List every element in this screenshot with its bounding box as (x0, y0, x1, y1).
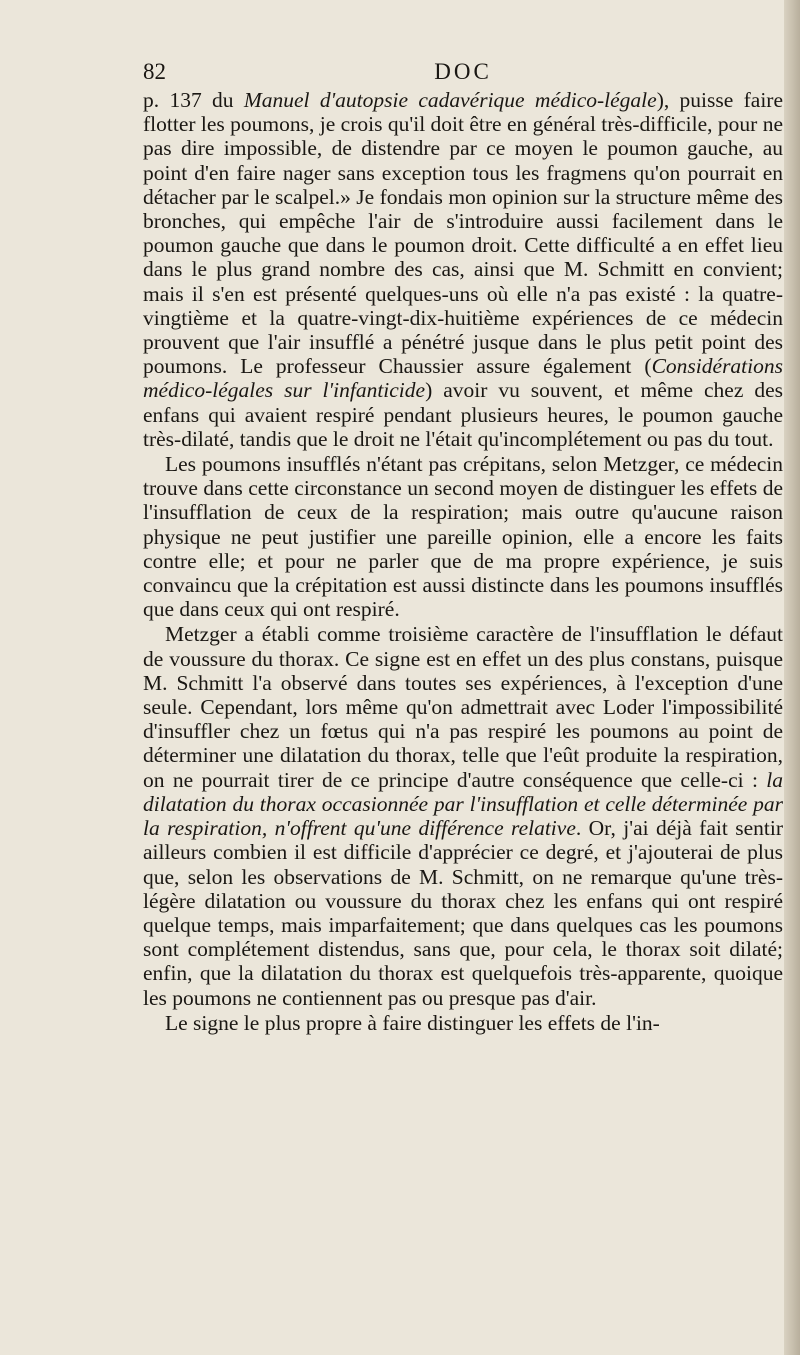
italic-quotation: la dilatation du thorax occasionnée par l'insufflation et celle déterminée par la respiration, n'offrent qu'une différence relative (143, 767, 783, 841)
paragraph-3 (143, 622, 783, 1009)
paragraph-4 (143, 1011, 783, 1035)
running-head (143, 58, 783, 86)
italic-title-considerations: Considérations médico-légales sur l'infanticide (143, 354, 783, 403)
text-segment: Metzger a établi comme troisième caractère de l'insufflation le défaut de voussure du thorax. Ce signe est en effet un des plus constans, puisque M. Schmitt l'a observé dans toutes ses expériences, à l'exception d'une seule. Cependant, lors même qu'on admettrait avec Loder l'impossibilité d'insuffler chez un fœtus qui n'a pas respiré les poumons au point de déterminer une dilatation du thorax, telle que l'eût produite la respiration, on ne pourrait tirer de ce principe d'autre conséquence que celle-ci : (143, 622, 783, 792)
text-segment: Le signe le plus propre à faire distinguer les effets de l'in- (165, 1010, 660, 1035)
paragraph-2 (143, 452, 783, 621)
text-segment: Les poumons insufflés n'étant pas crépitans, selon Metzger, ce médecin trouve dans cette circonstance un second moyen de distinguer les effets de l'insufflation de ceux de la respiration; mais outre qu'aucune raison physique ne peut justifier une pareille opinion, elle a encore les faits contre elle; et pour ne parler que de ma propre expérience, je suis convaincu que la crépitation est aussi distincte dans les poumons insufflés que dans ceux qui ont respiré. (143, 452, 783, 622)
page-number: 82 (143, 59, 166, 84)
text-segment: ) avoir vu souvent, et même chez des enfans qui avaient respiré pendant plusieurs heures, le poumon gauche très-dilaté, tandis que le droit ne l'était qu'incomplétement ou pas du tout. (143, 378, 783, 451)
text-body (143, 88, 783, 1035)
paragraph-1 (143, 88, 783, 451)
text-segment: p. 137 du (143, 88, 244, 112)
page-gutter-shadow (784, 0, 800, 1355)
text-segment: . Or, j'ai déjà fait sentir ailleurs combien il est difficile d'apprécier ce degré, et j'ajouterai de plus que, selon les observations de M. Schmitt, on ne remarque qu'une très-légère dilatation ou voussure du thorax chez les enfans qui ont respiré quelque temps, mais imparfaitement; que dans quelques cas les poumons sont complétement distendus, sans que, pour cela, le thorax soit dilaté; enfin, que la dilatation du thorax est quelquefois très-apparente, quoique les poumons ne contiennent pas ou presque pas d'air. (143, 816, 783, 1010)
italic-title-manuel: Manuel d'autopsie cadavérique médico-légale (243, 88, 657, 112)
running-title: DOC (434, 59, 492, 84)
text-segment: ), puisse faire flotter les poumons, je crois qu'il doit être en général très-difficile, pour ne pas dire impossible, de distendre par ce moyen le poumon gauche, au point d'en faire nager sans exception tous les fragmens qu'on pourrait en détacher par le scalpel.» Je fondais mon opinion sur la structure même des bronches, qui empêche l'air de s'introduire aussi facilement dans le poumon gauche que dans le poumon droit. Cette difficulté a en effet lieu dans le plus grand nombre des cas, ainsi que M. Schmitt en convient; mais il s'en est présenté quelques-uns où elle n'a pas existé : la quatre-vingtième et la quatre-vingt-dix-huitième expériences de ce médecin prouvent que l'air insufflé a pénétré jusque dans le plus petit point des poumons. Le professeur Chaussier assure également ( (143, 88, 783, 379)
